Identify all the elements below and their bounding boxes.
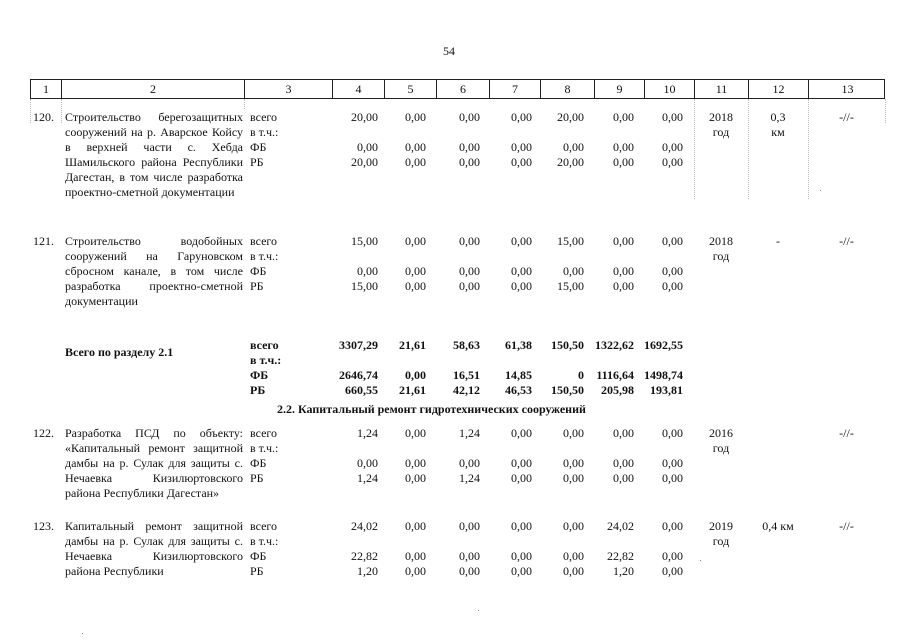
value-cell: 0,00 xyxy=(357,140,378,154)
header-cell-6: 6 xyxy=(437,80,490,98)
value-cell: 0,00 xyxy=(459,110,480,124)
value-cell: 58,63 xyxy=(453,338,480,352)
funding-type: РБ xyxy=(250,471,264,485)
header-cell-7: 7 xyxy=(490,80,541,98)
year-unit: год xyxy=(712,534,730,548)
value-cell: 15,00 xyxy=(557,279,584,293)
header-cell-11: 11 xyxy=(695,80,749,98)
header-cell-10: 10 xyxy=(645,80,695,98)
row-number: 122. xyxy=(33,426,54,440)
value-cell: 1692,55 xyxy=(644,338,683,352)
value-cell: 0,00 xyxy=(511,564,532,578)
row-number: 120. xyxy=(33,110,54,124)
value-cell: 20,00 xyxy=(557,110,584,124)
value-cell: 0,00 xyxy=(405,155,426,169)
value-cell: 16,51 xyxy=(453,368,480,382)
year: 2016 xyxy=(709,426,733,440)
value-cell: 0,00 xyxy=(405,564,426,578)
value-cell: 0,00 xyxy=(662,456,683,470)
funding-type: ФБ xyxy=(250,264,267,278)
header-cell-5: 5 xyxy=(385,80,437,98)
capacity: - xyxy=(776,234,780,248)
value-cell: 1,24 xyxy=(357,426,378,440)
value-cell: 0,00 xyxy=(563,471,584,485)
year: 2018 xyxy=(709,110,733,124)
value-cell: 150,50 xyxy=(551,383,584,397)
funding-type: ФБ xyxy=(250,456,267,470)
header-cell-4: 4 xyxy=(333,80,385,98)
value-cell: 0,00 xyxy=(405,456,426,470)
value-cell: 0,00 xyxy=(511,456,532,470)
value-cell: 61,38 xyxy=(505,338,532,352)
value-cell: 0,00 xyxy=(405,471,426,485)
value-cell: 0,00 xyxy=(662,110,683,124)
value-cell: 42,12 xyxy=(453,383,480,397)
value-cell: 0,00 xyxy=(405,234,426,248)
value-cell: 15,00 xyxy=(557,234,584,248)
value-cell: 0,00 xyxy=(511,264,532,278)
section-total-label: Всего по разделу 2.1 xyxy=(65,345,174,359)
value-cell: 1,24 xyxy=(459,471,480,485)
value-cell: 0,00 xyxy=(459,140,480,154)
funding-type: ФБ xyxy=(250,140,267,154)
row-description: Разработка ПСД по объекту: «Капитальный ремонт защитной дамбы на р. Сулак для защиты с. Нечаевка Кизилюртовского района Республики Дагестан» xyxy=(65,426,243,500)
value-cell: 0,00 xyxy=(405,264,426,278)
header-cell-12: 12 xyxy=(749,80,809,98)
value-cell: 21,61 xyxy=(399,338,426,352)
note: -//- xyxy=(839,110,854,124)
value-cell: 1498,74 xyxy=(644,368,683,382)
value-cell: 22,82 xyxy=(351,549,378,563)
value-cell: 0,00 xyxy=(511,519,532,533)
value-cell: 0,00 xyxy=(662,426,683,440)
value-cell: 1116,64 xyxy=(596,368,634,382)
value-cell: 0,00 xyxy=(405,279,426,293)
capacity: 0,3 xyxy=(770,110,786,124)
note: -//- xyxy=(839,234,854,248)
year-unit: год xyxy=(712,249,730,263)
value-cell: 150,50 xyxy=(551,338,584,352)
value-cell: 0,00 xyxy=(613,110,634,124)
header-cell-13: 13 xyxy=(841,82,854,96)
year: 2019 xyxy=(709,519,733,533)
value-cell: 205,98 xyxy=(601,383,634,397)
value-cell: 0,00 xyxy=(459,279,480,293)
page-number-text: 54 xyxy=(443,44,455,58)
grid-line xyxy=(244,99,246,109)
value-cell: 0,00 xyxy=(459,234,480,248)
value-cell: 0,00 xyxy=(459,264,480,278)
note: -//- xyxy=(839,519,854,533)
scan-speck xyxy=(820,190,821,191)
value-cell: 660,55 xyxy=(345,383,378,397)
value-cell: 0,00 xyxy=(459,519,480,533)
value-cell: 1,24 xyxy=(357,471,378,485)
value-cell: 0,00 xyxy=(405,549,426,563)
value-cell: 15,00 xyxy=(351,279,378,293)
funding-type: всего xyxy=(250,426,278,440)
value-cell: 0,00 xyxy=(459,155,480,169)
value-cell: 0 xyxy=(578,368,584,382)
value-cell: 0,00 xyxy=(613,234,634,248)
value-cell: 0,00 xyxy=(511,140,532,154)
value-cell: 1,20 xyxy=(357,564,378,578)
funding-type: ФБ xyxy=(250,368,269,382)
row-description: Строительство водобойных сооружений на Гаруновском сбросном канале, в том числе разработка проектно-сметной документации xyxy=(65,234,243,308)
scan-speck xyxy=(700,560,701,561)
value-cell: 20,00 xyxy=(351,110,378,124)
funding-type: ФБ xyxy=(250,549,267,563)
value-cell: 0,00 xyxy=(459,456,480,470)
value-cell: 0,00 xyxy=(511,426,532,440)
header-cell-8: 8 xyxy=(541,80,595,98)
row-number: 121. xyxy=(33,234,54,248)
value-cell: 0,00 xyxy=(563,456,584,470)
grid-line xyxy=(885,99,887,123)
value-cell: 2646,74 xyxy=(339,368,378,382)
value-cell: 0,00 xyxy=(563,426,584,440)
value-cell: 24,02 xyxy=(607,519,634,533)
value-cell: 0,00 xyxy=(405,519,426,533)
value-cell: 22,82 xyxy=(607,549,634,563)
value-cell: 0,00 xyxy=(511,234,532,248)
year-unit: год xyxy=(712,125,730,139)
funding-type: всего xyxy=(250,519,278,533)
value-cell: 24,02 xyxy=(351,519,378,533)
value-cell: 0,00 xyxy=(459,564,480,578)
scan-speck xyxy=(478,610,479,611)
value-cell: 193,81 xyxy=(650,383,683,397)
value-cell: 14,85 xyxy=(505,368,532,382)
funding-type: РБ xyxy=(250,279,264,293)
scan-speck xyxy=(82,633,83,634)
funding-type: всего xyxy=(250,338,279,352)
value-cell: 0,00 xyxy=(662,519,683,533)
value-cell: 0,00 xyxy=(563,564,584,578)
funding-type: РБ xyxy=(250,564,264,578)
value-cell: 0,00 xyxy=(662,564,683,578)
value-cell: 0,00 xyxy=(613,155,634,169)
funding-type: всего xyxy=(250,234,278,248)
value-cell: 0,00 xyxy=(459,549,480,563)
value-cell: 0,00 xyxy=(405,426,426,440)
value-cell: 0,00 xyxy=(511,279,532,293)
funding-type: в т.ч.: xyxy=(250,534,279,548)
value-cell: 0,00 xyxy=(511,549,532,563)
row-description: Капитальный ремонт защитной дамбы на р. Сулак для защиты с. Нечаевка Кизилюртовского района Республики xyxy=(65,519,243,578)
value-cell: 0,00 xyxy=(357,264,378,278)
value-cell: 0,00 xyxy=(613,471,634,485)
year-unit: год xyxy=(712,441,730,455)
value-cell: 0,00 xyxy=(563,264,584,278)
funding-type: РБ xyxy=(250,383,266,397)
header-cell-2: 2 xyxy=(62,80,245,98)
value-cell: 0,00 xyxy=(563,549,584,563)
table-header-row xyxy=(30,79,885,99)
value-cell: 0,00 xyxy=(357,456,378,470)
value-cell: 0,00 xyxy=(662,279,683,293)
row-description: Строительство берегозащитных сооружений на р. Аварское Койсу в верхней части с. Хебда Шамильского района Республики Дагестан, в том числе разработка проектно-сметной документации xyxy=(65,110,243,199)
value-cell: 0,00 xyxy=(511,471,532,485)
value-cell: 1,20 xyxy=(613,564,634,578)
funding-type: в т.ч.: xyxy=(250,249,279,263)
header-cell-3: 3 xyxy=(245,80,333,98)
value-cell: 0,00 xyxy=(563,519,584,533)
funding-type: РБ xyxy=(250,155,264,169)
value-cell: 0,00 xyxy=(662,234,683,248)
header-cell-9: 9 xyxy=(595,80,645,98)
note: -//- xyxy=(839,426,854,440)
value-cell: 0,00 xyxy=(405,368,426,382)
section-title-text: 2.2. Капитальный ремонт гидротехнических сооружений xyxy=(277,402,586,416)
value-cell: 0,00 xyxy=(511,110,532,124)
value-cell: 0,00 xyxy=(613,264,634,278)
capacity-unit: км xyxy=(771,125,785,139)
value-cell: 0,00 xyxy=(613,426,634,440)
value-cell: 21,61 xyxy=(399,383,426,397)
value-cell: 3307,29 xyxy=(339,338,378,352)
value-cell: 0,00 xyxy=(405,140,426,154)
value-cell: 0,00 xyxy=(662,155,683,169)
year: 2018 xyxy=(709,234,733,248)
grid-line xyxy=(30,99,32,123)
funding-type: в т.ч.: xyxy=(250,353,282,367)
value-cell: 1,24 xyxy=(459,426,480,440)
row-number: 123. xyxy=(33,519,54,533)
value-cell: 0,00 xyxy=(613,140,634,154)
value-cell: 0,00 xyxy=(511,155,532,169)
value-cell: 0,00 xyxy=(662,264,683,278)
value-cell: 0,00 xyxy=(662,471,683,485)
value-cell: 0,00 xyxy=(613,279,634,293)
funding-type: в т.ч.: xyxy=(250,125,279,139)
capacity: 0,4 км xyxy=(762,519,794,533)
value-cell: 0,00 xyxy=(563,140,584,154)
value-cell: 20,00 xyxy=(557,155,584,169)
value-cell: 46,53 xyxy=(505,383,532,397)
value-cell: 15,00 xyxy=(351,234,378,248)
value-cell: 0,00 xyxy=(662,549,683,563)
value-cell: 1322,62 xyxy=(595,338,634,352)
value-cell: 0,00 xyxy=(613,456,634,470)
funding-type: всего xyxy=(250,110,278,124)
funding-type: в т.ч.: xyxy=(250,441,279,455)
value-cell: 0,00 xyxy=(405,110,426,124)
value-cell: 0,00 xyxy=(662,140,683,154)
header-cell-1: 1 xyxy=(31,80,62,98)
value-cell: 20,00 xyxy=(351,155,378,169)
